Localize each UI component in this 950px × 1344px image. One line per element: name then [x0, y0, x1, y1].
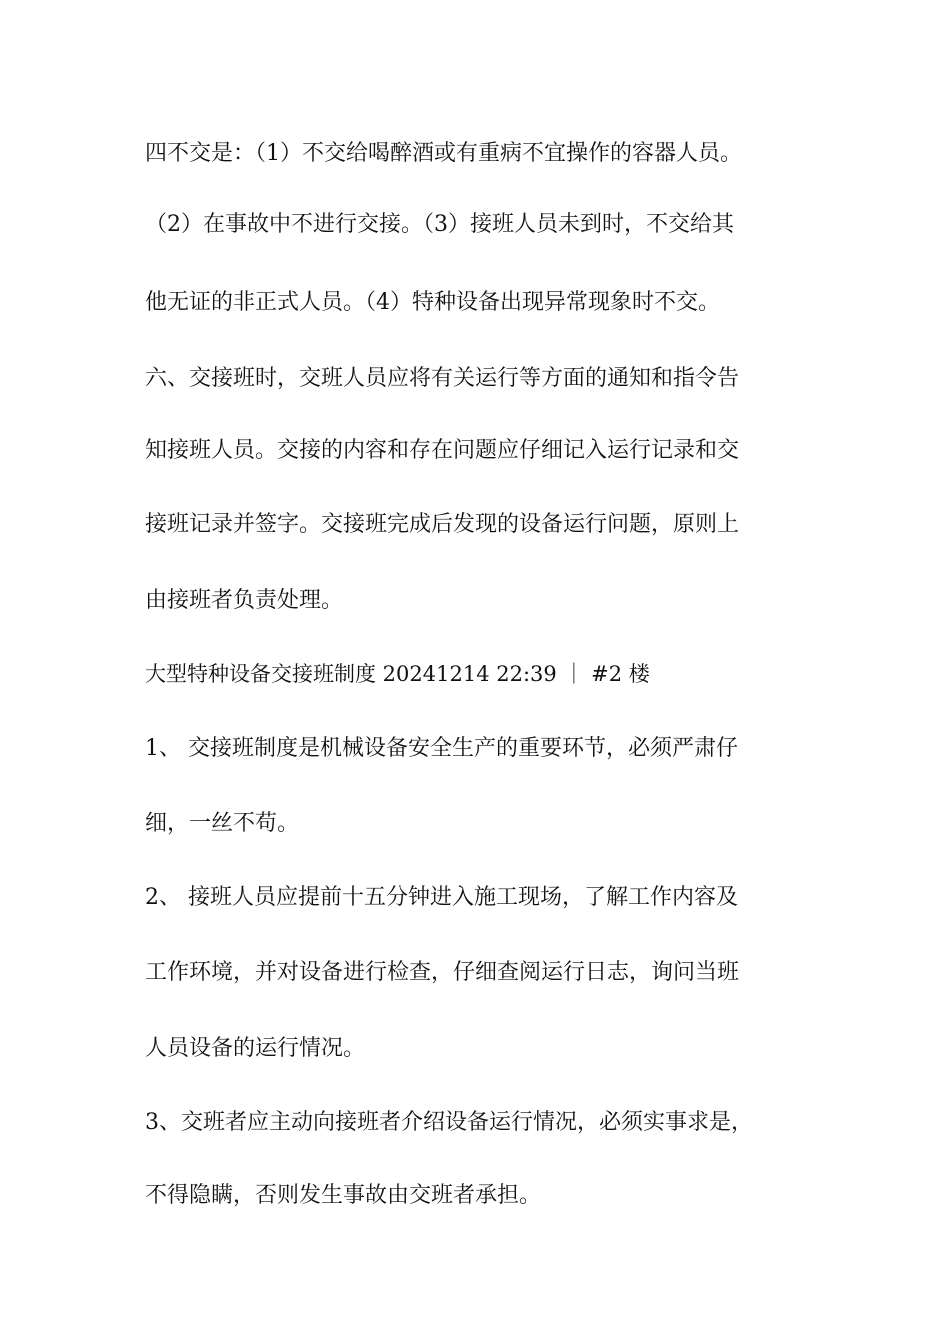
- list-item-line: 不得隐瞒，否则发生事故由交班者承担。: [145, 1183, 542, 1208]
- paragraph-line: 由接班者负责处理。: [145, 588, 344, 613]
- paragraph-line: 知接班人员。交接的内容和存在问题应仔细记入运行记录和交: [145, 438, 740, 463]
- list-item-line: 细，一丝不苟。: [145, 811, 300, 836]
- list-item-line: 人员设备的运行情况。: [145, 1036, 366, 1061]
- list-item-line: 工作环境，并对设备进行检查，仔细查阅运行日志，询问当班: [145, 960, 740, 985]
- section-heading: 大型特种设备交接班制度 20241214 22:39 ｜ #2 楼: [145, 662, 650, 686]
- list-item-line: 3、交班者应主动向接班者介绍设备运行情况，必须实事求是，: [145, 1110, 753, 1135]
- paragraph-line: （2）在事故中不进行交接。（3）接班人员未到时，不交给其: [145, 212, 734, 237]
- paragraph-line: 四不交是：（1）不交给喝醉酒或有重病不宜操作的容器人员。: [145, 141, 742, 166]
- list-item-line: 2、 接班人员应提前十五分钟进入施工现场，了解工作内容及: [145, 885, 738, 910]
- list-item-line: 1、 交接班制度是机械设备安全生产的重要环节，必须严肃仔: [145, 736, 738, 761]
- paragraph-line: 接班记录并签字。交接班完成后发现的设备运行问题，原则上: [145, 512, 740, 537]
- paragraph-line: 六、交接班时，交班人员应将有关运行等方面的通知和指令告: [145, 366, 740, 391]
- paragraph-line: 他无证的非正式人员。（4）特种设备出现异常现象时不交。: [145, 290, 720, 315]
